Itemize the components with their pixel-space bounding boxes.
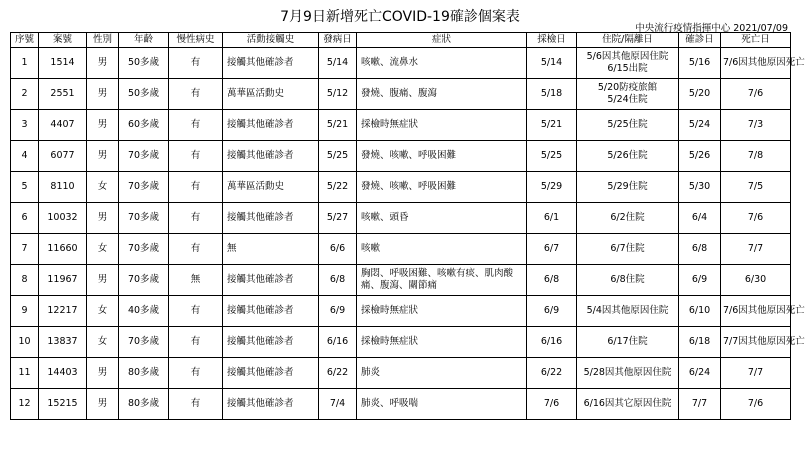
table-cell: 發燒、咳嗽、呼吸困難 <box>357 172 527 203</box>
header-cell: 性別 <box>87 33 119 48</box>
table-cell: 接觸其他確診者 <box>223 327 319 358</box>
table-cell: 肺炎、呼吸喘 <box>357 389 527 420</box>
table-cell: 萬華區活動史 <box>223 172 319 203</box>
table-cell: 5/30 <box>679 172 721 203</box>
table-cell: 5/29 <box>527 172 577 203</box>
table-cell: 5/18 <box>527 79 577 110</box>
table-cell: 6/22 <box>527 358 577 389</box>
table-cell: 採檢時無症狀 <box>357 296 527 327</box>
table-cell: 接觸其他確診者 <box>223 358 319 389</box>
table-cell: 60多歲 <box>119 110 169 141</box>
table-cell: 6/10 <box>679 296 721 327</box>
table-cell: 6/8住院 <box>577 265 679 296</box>
table-cell: 男 <box>87 48 119 79</box>
table-cell: 咳嗽、頭昏 <box>357 203 527 234</box>
table-cell: 8 <box>11 265 39 296</box>
table-cell: 6/9 <box>319 296 357 327</box>
table-cell: 女 <box>87 172 119 203</box>
table-cell: 6/24 <box>679 358 721 389</box>
table-cell: 7/6因其他原因死亡 <box>721 48 791 79</box>
table-cell: 7/6 <box>721 389 791 420</box>
table-cell: 9 <box>11 296 39 327</box>
table-cell: 50多歲 <box>119 48 169 79</box>
table-cell: 6/9 <box>527 296 577 327</box>
table-row <box>11 203 791 234</box>
table-cell: 有 <box>169 234 223 265</box>
table-cell: 6/7 <box>527 234 577 265</box>
table-cell: 5/25住院 <box>577 110 679 141</box>
table-cell: 7/8 <box>721 141 791 172</box>
table-cell: 10 <box>11 327 39 358</box>
table-cell: 11967 <box>39 265 87 296</box>
table-cell: 6077 <box>39 141 87 172</box>
table-cell: 70多歲 <box>119 234 169 265</box>
table-cell: 接觸其他確診者 <box>223 141 319 172</box>
table-cell: 70多歲 <box>119 141 169 172</box>
table-cell: 6/16 <box>319 327 357 358</box>
header-cell: 死亡日 <box>721 33 791 48</box>
table-cell: 接觸其他確診者 <box>223 265 319 296</box>
table-cell: 5/28因其他原因住院 <box>577 358 679 389</box>
table-cell: 7/6 <box>721 203 791 234</box>
table-cell: 5/25 <box>319 141 357 172</box>
table-cell: 5/27 <box>319 203 357 234</box>
table-cell: 男 <box>87 203 119 234</box>
table-cell: 6/4 <box>679 203 721 234</box>
table-cell: 接觸其他確診者 <box>223 389 319 420</box>
table-cell: 70多歲 <box>119 265 169 296</box>
table-cell: 發燒、腹痛、腹瀉 <box>357 79 527 110</box>
table-cell: 5/26 <box>679 141 721 172</box>
table-cell: 6/17住院 <box>577 327 679 358</box>
table-header-row <box>11 33 791 48</box>
table-cell: 採檢時無症狀 <box>357 327 527 358</box>
table-cell: 接觸其他確診者 <box>223 48 319 79</box>
table-cell: 40多歲 <box>119 296 169 327</box>
table-cell: 男 <box>87 110 119 141</box>
table-cell: 5/20 <box>679 79 721 110</box>
table-cell: 1514 <box>39 48 87 79</box>
table-row <box>11 79 791 110</box>
table-cell: 接觸其他確診者 <box>223 296 319 327</box>
table-cell: 7/3 <box>721 110 791 141</box>
table-row <box>11 389 791 420</box>
table-cell: 7/7因其他原因死亡 <box>721 327 791 358</box>
table-cell: 採檢時無症狀 <box>357 110 527 141</box>
table-cell: 接觸其他確診者 <box>223 203 319 234</box>
table-cell: 7/7 <box>721 358 791 389</box>
table-cell: 有 <box>169 141 223 172</box>
table-cell: 7/7 <box>721 234 791 265</box>
table-cell: 12 <box>11 389 39 420</box>
table-body <box>11 48 805 420</box>
table-cell: 70多歲 <box>119 327 169 358</box>
table-row <box>11 296 791 327</box>
table-cell: 10032 <box>39 203 87 234</box>
table-cell: 男 <box>87 358 119 389</box>
table-cell: 有 <box>169 358 223 389</box>
table-cell: 女 <box>87 234 119 265</box>
table-cell: 5/24 <box>679 110 721 141</box>
table-cell: 5/12 <box>319 79 357 110</box>
table-row <box>11 48 791 79</box>
header-cell: 慢性病史 <box>169 33 223 48</box>
table-cell: 有 <box>169 296 223 327</box>
table-cell: 4 <box>11 141 39 172</box>
table-cell: 5/14 <box>319 48 357 79</box>
table-cell: 發燒、咳嗽、呼吸困難 <box>357 141 527 172</box>
table-cell: 肺炎 <box>357 358 527 389</box>
table-cell: 6/8 <box>679 234 721 265</box>
table-cell: 胸悶、呼吸困難、咳嗽有痰、肌肉酸痛、腹瀉、關節痛 <box>357 265 527 296</box>
table-cell: 7/6 <box>527 389 577 420</box>
table-cell: 5/21 <box>527 110 577 141</box>
header-cell: 確診日 <box>679 33 721 48</box>
table-cell: 7/5 <box>721 172 791 203</box>
table-cell: 5 <box>11 172 39 203</box>
table-cell: 5/14 <box>527 48 577 79</box>
table-cell: 15215 <box>39 389 87 420</box>
table-cell: 80多歲 <box>119 389 169 420</box>
table-cell: 70多歲 <box>119 172 169 203</box>
table-cell: 萬華區活動史 <box>223 79 319 110</box>
header-cell: 序號 <box>11 33 39 48</box>
table-cell: 5/20防疫旅館 5/24住院 <box>577 79 679 110</box>
table-cell: 2551 <box>39 79 87 110</box>
table-cell: 6/16因其它原因住院 <box>577 389 679 420</box>
table-cell: 7/7 <box>679 389 721 420</box>
table-cell: 11 <box>11 358 39 389</box>
case-table <box>10 32 805 420</box>
header-cell: 發病日 <box>319 33 357 48</box>
table-cell: 有 <box>169 327 223 358</box>
table-cell: 5/25 <box>527 141 577 172</box>
table-cell: 男 <box>87 141 119 172</box>
table-cell: 5/26住院 <box>577 141 679 172</box>
table-cell: 6/8 <box>319 265 357 296</box>
header-cell: 年齡 <box>119 33 169 48</box>
table-cell: 接觸其他確診者 <box>223 110 319 141</box>
table-cell: 7 <box>11 234 39 265</box>
table-cell: 12217 <box>39 296 87 327</box>
table-cell: 有 <box>169 389 223 420</box>
table-cell: 有 <box>169 48 223 79</box>
document-title: 7月9日新增死亡COVID-19確診個案表 <box>280 9 520 25</box>
table-cell: 4407 <box>39 110 87 141</box>
table-cell: 13837 <box>39 327 87 358</box>
source-line: 中央流行疫情指揮中心 2021/07/09 <box>635 23 788 34</box>
table-cell: 6/16 <box>527 327 577 358</box>
header-cell: 活動接觸史 <box>223 33 319 48</box>
table-cell: 男 <box>87 79 119 110</box>
table-cell: 50多歲 <box>119 79 169 110</box>
table-cell: 7/6 <box>721 79 791 110</box>
table-cell: 5/16 <box>679 48 721 79</box>
header-cell: 住院/隔離日 <box>577 33 679 48</box>
table-cell: 6/6 <box>319 234 357 265</box>
table-cell: 有 <box>169 203 223 234</box>
table-row <box>11 265 791 296</box>
table-cell: 女 <box>87 327 119 358</box>
table-row <box>11 358 791 389</box>
table-cell: 6/18 <box>679 327 721 358</box>
table-cell: 6/8 <box>527 265 577 296</box>
table-cell: 80多歲 <box>119 358 169 389</box>
table-cell: 有 <box>169 79 223 110</box>
table-cell: 5/21 <box>319 110 357 141</box>
table-cell: 男 <box>87 265 119 296</box>
table-cell: 70多歲 <box>119 203 169 234</box>
table-cell: 3 <box>11 110 39 141</box>
table-row <box>11 327 791 358</box>
table-cell: 咳嗽、流鼻水 <box>357 48 527 79</box>
table-row <box>11 172 791 203</box>
header-cell: 症狀 <box>357 33 527 48</box>
table-cell: 5/29住院 <box>577 172 679 203</box>
table-cell: 14403 <box>39 358 87 389</box>
table-cell: 有 <box>169 110 223 141</box>
table-row <box>11 141 791 172</box>
table-cell: 11660 <box>39 234 87 265</box>
table-cell: 7/4 <box>319 389 357 420</box>
table-cell: 無 <box>169 265 223 296</box>
header-cell: 案號 <box>39 33 87 48</box>
table-cell: 6/1 <box>527 203 577 234</box>
table-cell: 5/6因其他原因住院 6/15出院 <box>577 48 679 79</box>
table-cell: 6/30 <box>721 265 791 296</box>
table-row <box>11 234 791 265</box>
table-cell: 無 <box>223 234 319 265</box>
table-cell: 5/4因其他原因住院 <box>577 296 679 327</box>
table-row <box>11 110 791 141</box>
table-cell: 6/22 <box>319 358 357 389</box>
table-cell: 6/2住院 <box>577 203 679 234</box>
table-cell: 6 <box>11 203 39 234</box>
table-cell: 咳嗽 <box>357 234 527 265</box>
table-cell: 1 <box>11 48 39 79</box>
header-cell: 採檢日 <box>527 33 577 48</box>
table-cell: 7/6因其他原因死亡 <box>721 296 791 327</box>
table-cell: 6/9 <box>679 265 721 296</box>
table-cell: 2 <box>11 79 39 110</box>
table-cell: 6/7住院 <box>577 234 679 265</box>
table-cell: 8110 <box>39 172 87 203</box>
table-cell: 女 <box>87 296 119 327</box>
table-cell: 5/22 <box>319 172 357 203</box>
table-cell: 男 <box>87 389 119 420</box>
table-cell: 有 <box>169 172 223 203</box>
